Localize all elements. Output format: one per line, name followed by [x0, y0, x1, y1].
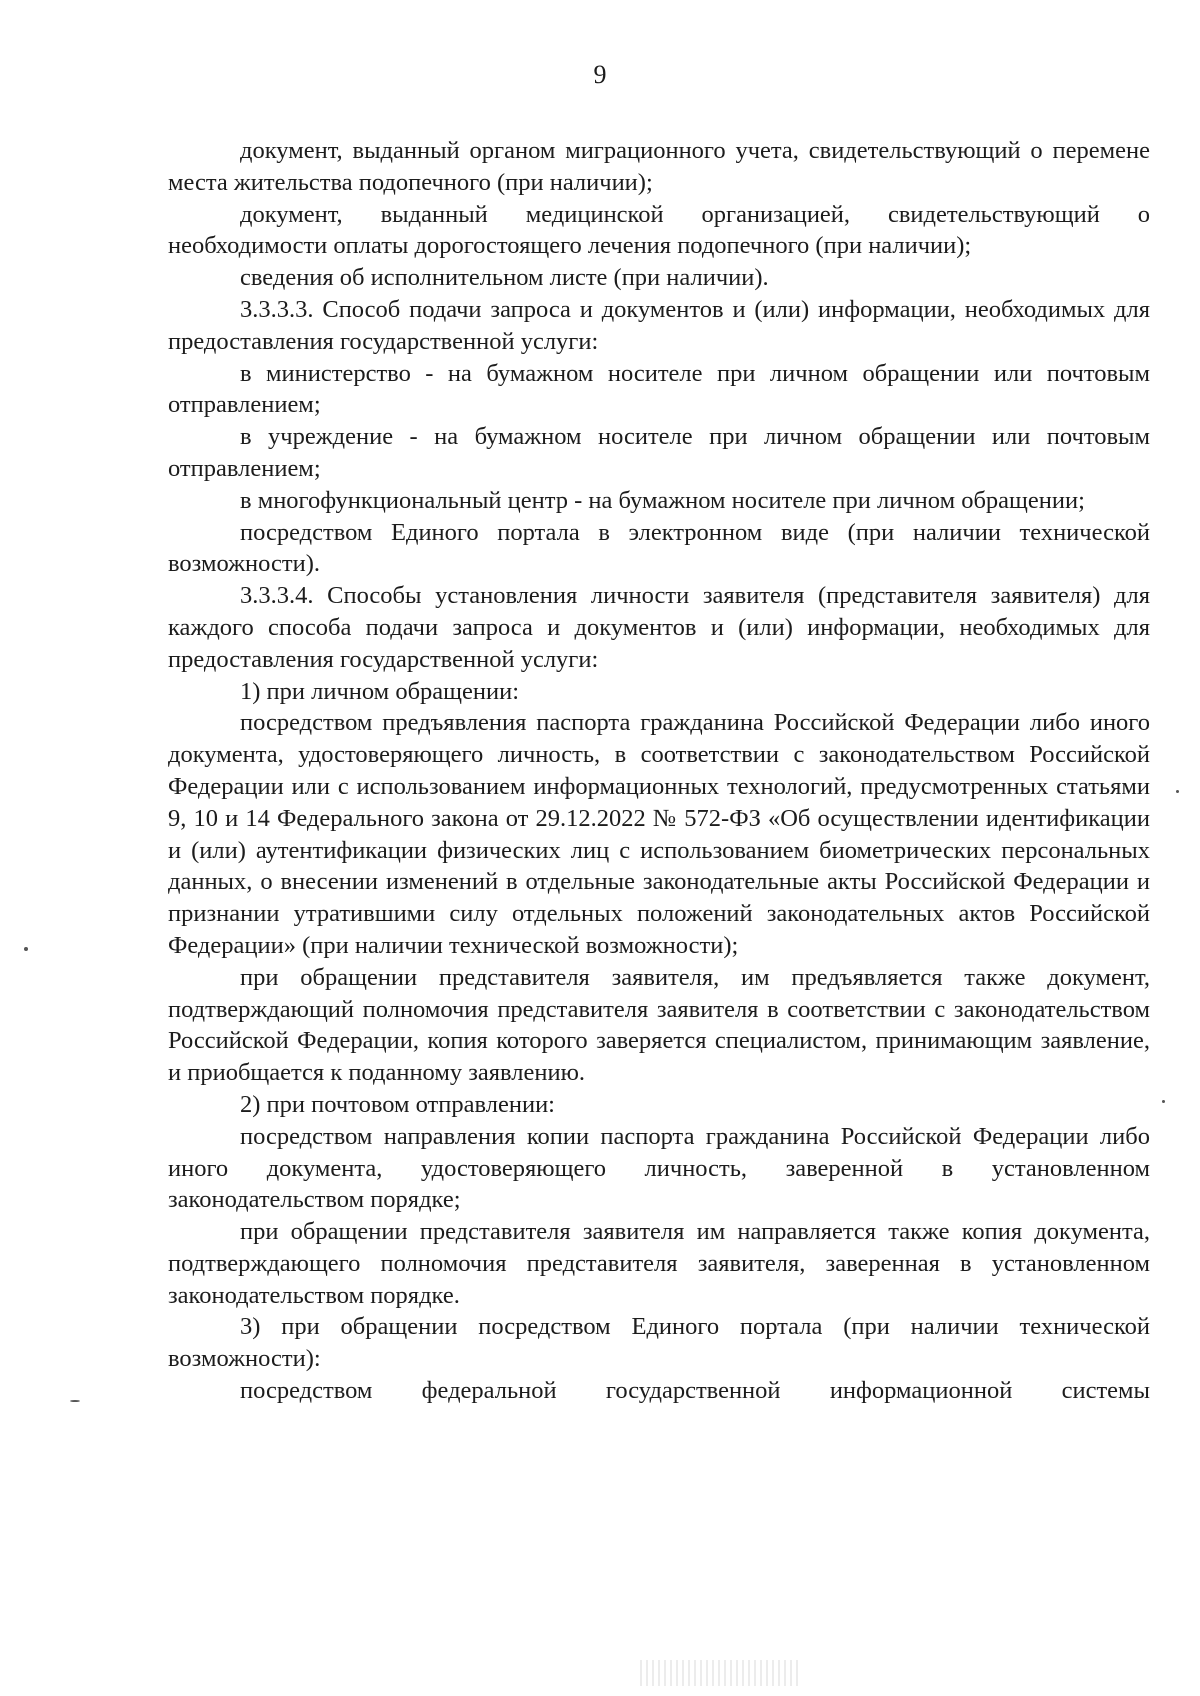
scan-speck	[1162, 1100, 1165, 1103]
section-heading-paragraph: 3.3.3.3. Способ подачи запроса и документов и (или) информации, необходимых для предоставления государственной услуги:	[168, 295, 1150, 355]
paragraph: в многофункциональный центр - на бумажном носителе при личном обращении;	[240, 486, 1085, 514]
document-body	[168, 135, 1150, 1407]
paragraph: при обращении представителя заявителя, им предъявляется также документ, подтверждающий полномочия представителя заявителя в соответствии с законодательством Российской Федерации, копия которого заверяется специалистом, принимающим заявление, и приобщается к поданному заявлению.	[168, 963, 1150, 1087]
scan-speck	[1176, 790, 1179, 793]
paragraph: документ, выданный медицинской организацией, свидетельствующий о необходимости оплаты дорогостоящего лечения подопечного (при наличии);	[168, 200, 1150, 260]
paragraph: посредством Единого портала в электронном виде (при наличии технической возможности).	[168, 518, 1150, 578]
paragraph: документ, выданный органом миграционного учета, свидетельствующий о перемене места жительства подопечного (при наличии);	[168, 137, 1150, 196]
paragraph: при обращении представителя заявителя им направляется также копия документа, подтверждающего полномочия представителя заявителя, заверенная в установленном законодательством порядке.	[168, 1218, 1150, 1309]
scan-speck	[24, 947, 28, 951]
list-item-heading: 2) при почтовом отправлении:	[240, 1090, 555, 1118]
paragraph: в министерство - на бумажном носителе при личном обращении или почтовым отправлением;	[168, 359, 1150, 419]
paragraph: посредством предъявления паспорта гражданина Российской Федерации либо иного документа, удостоверяющего личность, в соответствии с законодательством Российской Федерации или с использованием информационных технологий, предусмотренных статьями 9, 10 и 14 Федерального закона от 29.12.2022 № 572-ФЗ «Об осуществлении идентификации и (или) аутентификации физических лиц с использованием биометрических персональных данных, о внесении изменений в отдельные законодательные акты Российской Федерации и признании утратившими силу отдельных положений законодательных актов Российской Федерации» (при наличии технической возможности);	[168, 709, 1150, 959]
page-number: 9	[593, 60, 607, 89]
paragraph: посредством федеральной государственной информационной системы	[240, 1377, 1150, 1405]
list-item-heading: 3) при обращении посредством Единого портала (при наличии технической возможности):	[168, 1313, 1150, 1373]
scan-speck	[70, 1400, 80, 1402]
paragraph: в учреждение - на бумажном носителе при личном обращении или почтовым отправлением;	[168, 423, 1150, 482]
section-heading-paragraph: 3.3.3.4. Способы установления личности заявителя (представителя заявителя) для каждого способа подачи запроса и документов и (или) информации, необходимых для предоставления государственной услуги:	[168, 582, 1150, 673]
paragraph: сведения об исполнительном листе (при наличии).	[240, 264, 769, 292]
list-item-heading: 1) при личном обращении:	[240, 677, 520, 705]
scan-smudge	[640, 1660, 800, 1686]
paragraph: посредством направления копии паспорта гражданина Российской Федерации либо иного документа, удостоверяющего личность, заверенной в установленном законодательством порядке;	[168, 1122, 1150, 1214]
